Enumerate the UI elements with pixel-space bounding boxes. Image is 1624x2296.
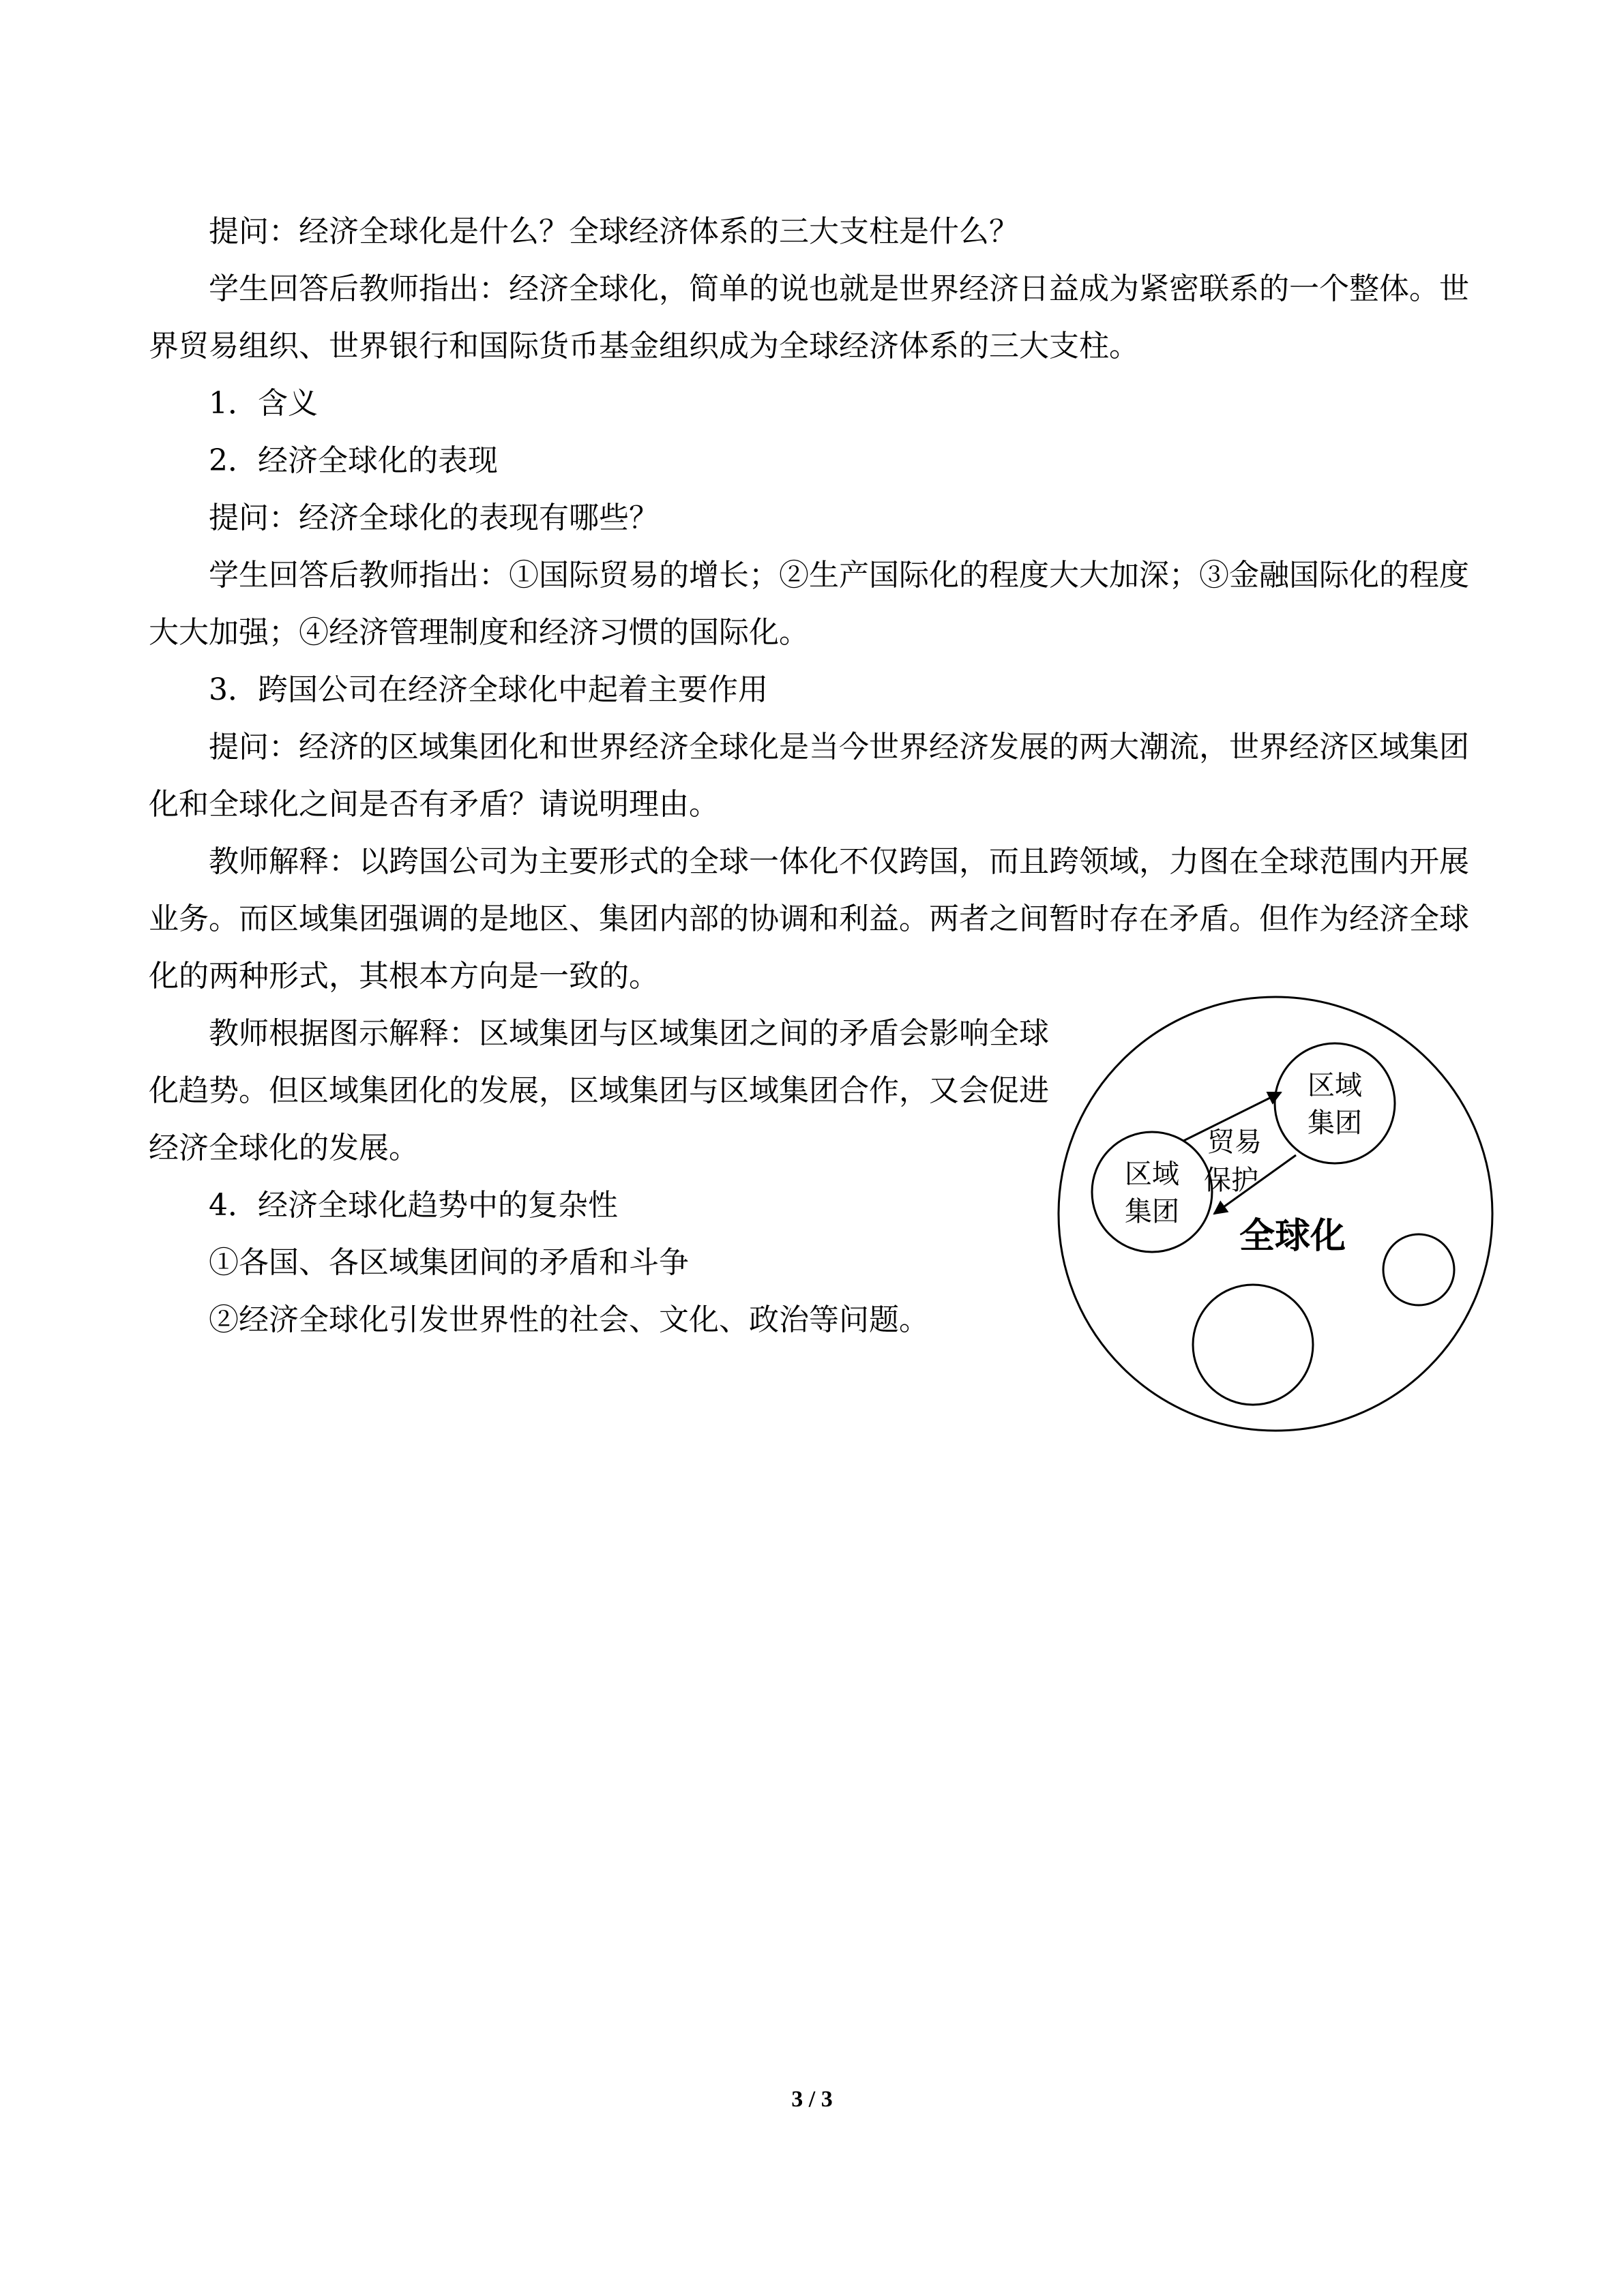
medium-group-circle — [1193, 1285, 1313, 1405]
outer-globe-circle — [1059, 997, 1492, 1431]
paragraph-answer-2: 学生回答后教师指出：①国际贸易的增长；②生产国际化的程度大大加深；③金融国际化的程度大大加强；④经济管理制度和经济习惯的国际化。 — [149, 558, 1469, 650]
group-right-label-1: 区域 — [1308, 1070, 1362, 1101]
paragraph-question-2: 提问：经济全球化的表现有哪些？ — [209, 501, 659, 535]
heading-3: 3．跨国公司在经济全球化中起着主要作用 — [209, 672, 768, 707]
group-left-label-1: 区域 — [1125, 1159, 1179, 1190]
heading-1: 1．含义 — [209, 386, 318, 421]
paragraph-teacher-explanation: 教师解释：以跨国公司为主要形式的全球一体化不仅跨国，而且跨领域，力图在全球范围内开展业务。而区域集团强调的是地区、集团内部的协调和利益。两者之间暂时存在矛盾。但作为经济全球化的两种形式，其根本方向是一致的。 — [149, 844, 1469, 994]
group-left-label-2: 集团 — [1125, 1196, 1179, 1227]
arrow-label-2: 保护 — [1204, 1165, 1258, 1196]
paragraph-question-1: 提问：经济全球化是什么？全球经济体系的三大支柱是什么？ — [209, 214, 1019, 249]
paragraph-answer-1: 学生回答后教师指出：经济全球化，简单的说也就是世界经济日益成为紧密联系的一个整体。世界贸易组织、世界银行和国际货币基金组织成为全球经济体系的三大支柱。 — [149, 271, 1469, 363]
arrow-label-1: 贸易 — [1207, 1127, 1262, 1158]
paragraph-diagram-explanation: 教师根据图示解释：区域集团与区域集团之间的矛盾会影响全球化趋势。但区域集团化的发展，区域集团与区域集团合作，又会促进经济全球化的发展。 — [149, 1016, 1049, 1165]
regional-group-right-circle — [1275, 1043, 1395, 1163]
small-group-circle — [1383, 1234, 1454, 1305]
list-item-2: ②经济全球化引发世界性的社会、文化、政治等问题。 — [209, 1302, 929, 1337]
paragraph-question-3: 提问：经济的区域集团化和世界经济全球化是当今世界经济发展的两大潮流，世界经济区域集团化和全球化之间是否有矛盾？请说明理由。 — [149, 730, 1469, 822]
globalization-label: 全球化 — [1239, 1216, 1346, 1257]
heading-4: 4．经济全球化趋势中的复杂性 — [209, 1188, 618, 1223]
group-right-label-2: 集团 — [1308, 1107, 1362, 1139]
list-item-1: ①各国、各区域集团间的矛盾和斗争 — [209, 1245, 689, 1280]
regional-group-left-circle — [1092, 1132, 1212, 1252]
page-number: 3 / 3 — [791, 2087, 833, 2112]
heading-2: 2．经济全球化的表现 — [209, 443, 498, 478]
globalization-diagram — [1050, 989, 1501, 1439]
